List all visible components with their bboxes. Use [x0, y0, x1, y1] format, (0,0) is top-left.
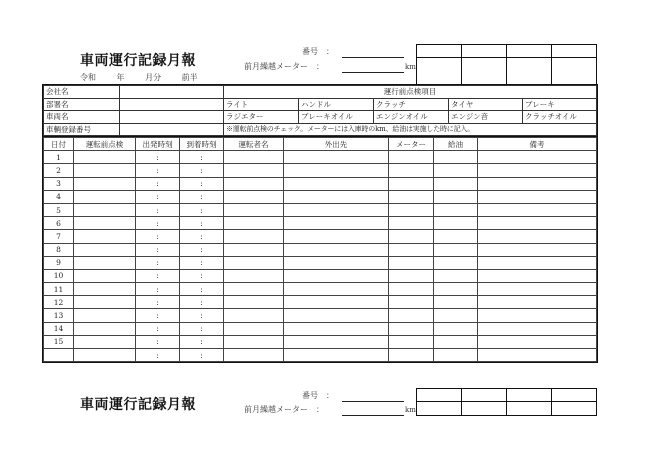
cell-remarks[interactable] — [478, 243, 597, 256]
cell-fuel[interactable] — [434, 309, 478, 322]
cell-remarks[interactable] — [478, 322, 597, 335]
cell-driver[interactable] — [224, 151, 284, 164]
cell-day: 15 — [44, 335, 74, 348]
cell-destination[interactable] — [284, 322, 389, 335]
cell-arrival[interactable]: : — [180, 256, 224, 269]
table-row — [44, 335, 597, 348]
cell-precheck[interactable] — [74, 269, 136, 282]
table-row — [44, 296, 597, 309]
cell-precheck[interactable] — [74, 203, 136, 216]
stamp-cell[interactable] — [417, 402, 462, 416]
stamp-cell[interactable] — [507, 389, 552, 402]
stamp-cell[interactable] — [417, 58, 462, 85]
form2-odometer-label: 前月繰越メーター ： — [244, 405, 324, 414]
cell-destination[interactable] — [284, 243, 389, 256]
cell-meter[interactable] — [389, 256, 434, 269]
cell-departure[interactable]: : — [136, 230, 180, 243]
registration-field[interactable] — [120, 123, 224, 136]
month-label: 月分 — [145, 73, 162, 82]
cell-destination[interactable] — [284, 309, 389, 322]
cell-destination[interactable] — [284, 190, 389, 203]
cell-precheck[interactable] — [74, 349, 136, 362]
form-title: 車両運行記録月報 — [80, 53, 196, 69]
cell-remarks[interactable] — [478, 269, 597, 282]
table-row — [44, 322, 597, 335]
cell-arrival[interactable]: : — [180, 217, 224, 230]
cell-departure[interactable]: : — [136, 283, 180, 296]
cell-meter[interactable] — [389, 151, 434, 164]
cell-day: 6 — [44, 217, 74, 230]
form2-unit-km: km — [405, 406, 416, 414]
cell-meter[interactable] — [389, 190, 434, 203]
cell-departure[interactable]: : — [136, 217, 180, 230]
col-header-arrival: 到着時刻 — [180, 138, 224, 151]
table-row — [44, 269, 597, 282]
number-underline — [342, 57, 404, 58]
cell-arrival[interactable]: : — [180, 309, 224, 322]
stamp-cell[interactable] — [507, 58, 552, 85]
cell-day — [44, 349, 74, 362]
cell-day: 10 — [44, 269, 74, 282]
cell-arrival[interactable]: : — [180, 230, 224, 243]
vehicle-field[interactable] — [120, 111, 224, 124]
cell-driver[interactable] — [224, 322, 284, 335]
stamp-cell[interactable] — [507, 402, 552, 416]
inspection-item: ブレーキ — [523, 98, 597, 111]
form2-number-label: 番号 ： — [302, 391, 334, 400]
inspection-item: タイヤ — [449, 98, 523, 111]
cell-arrival[interactable]: : — [180, 269, 224, 282]
cell-day: 3 — [44, 177, 74, 190]
cell-destination[interactable] — [284, 283, 389, 296]
table-row — [44, 217, 597, 230]
company-label: 会社名 — [44, 86, 120, 99]
cell-driver[interactable] — [224, 164, 284, 177]
cell-fuel[interactable] — [434, 256, 478, 269]
cell-precheck[interactable] — [74, 217, 136, 230]
inspection-item: ラジエター — [224, 111, 299, 124]
cell-departure[interactable]: : — [136, 309, 180, 322]
cell-fuel[interactable] — [434, 151, 478, 164]
cell-meter[interactable] — [389, 217, 434, 230]
cell-driver[interactable] — [224, 335, 284, 348]
cell-day: 9 — [44, 256, 74, 269]
cell-arrival[interactable]: : — [180, 296, 224, 309]
cell-day: 2 — [44, 164, 74, 177]
cell-remarks[interactable] — [478, 335, 597, 348]
cell-fuel[interactable] — [434, 230, 478, 243]
cell-remarks[interactable] — [478, 217, 597, 230]
cell-meter[interactable] — [389, 335, 434, 348]
cell-fuel[interactable] — [434, 283, 478, 296]
inspection-item: エンジンオイル — [374, 111, 449, 124]
cell-meter[interactable] — [389, 309, 434, 322]
cell-remarks[interactable] — [478, 203, 597, 216]
stamp-cell[interactable] — [417, 45, 462, 58]
cell-destination[interactable] — [284, 349, 389, 362]
vehicle-label: 車両名 — [44, 111, 120, 124]
cell-day: 8 — [44, 243, 74, 256]
table-row — [44, 230, 597, 243]
form2-title: 車両運行記録月報 — [80, 397, 196, 413]
cell-day: 13 — [44, 309, 74, 322]
cell-precheck[interactable] — [74, 283, 136, 296]
cell-destination[interactable] — [284, 164, 389, 177]
cell-departure[interactable]: : — [136, 322, 180, 335]
stamp-cell[interactable] — [552, 402, 597, 416]
cell-departure[interactable]: : — [136, 164, 180, 177]
cell-precheck[interactable] — [74, 296, 136, 309]
cell-departure[interactable]: : — [136, 335, 180, 348]
cell-destination[interactable] — [284, 335, 389, 348]
odometer-label: 前月繰越メーター ： — [244, 62, 324, 71]
cell-fuel[interactable] — [434, 203, 478, 216]
cell-remarks[interactable] — [478, 164, 597, 177]
cell-departure[interactable]: : — [136, 203, 180, 216]
inspection-item: ハンドル — [299, 98, 374, 111]
department-label: 部署名 — [44, 98, 120, 111]
table-row — [44, 151, 597, 164]
cell-arrival[interactable]: : — [180, 164, 224, 177]
cell-fuel[interactable] — [434, 296, 478, 309]
cell-remarks[interactable] — [478, 296, 597, 309]
inspection-note: ※運転前点検のチェック。メーターには入庫時のkm、給油は実施した時に記入。 — [224, 123, 597, 136]
col-header-driver: 運転者名 — [224, 138, 284, 151]
cell-driver[interactable] — [224, 283, 284, 296]
odometer-underline — [342, 72, 404, 73]
table-row — [44, 349, 597, 362]
col-header-date: 日付 — [44, 138, 74, 151]
cell-remarks[interactable] — [478, 190, 597, 203]
cell-precheck[interactable] — [74, 230, 136, 243]
cell-driver[interactable] — [224, 256, 284, 269]
cell-destination[interactable] — [284, 203, 389, 216]
cell-arrival[interactable]: : — [180, 190, 224, 203]
cell-driver[interactable] — [224, 190, 284, 203]
stamp-cell[interactable] — [462, 45, 507, 58]
cell-departure[interactable]: : — [136, 190, 180, 203]
cell-driver[interactable] — [224, 177, 284, 190]
col-header-departure: 出発時刻 — [136, 138, 180, 151]
table-row — [44, 177, 597, 190]
cell-arrival[interactable]: : — [180, 243, 224, 256]
stamp-cell[interactable] — [417, 389, 462, 402]
cell-departure[interactable]: : — [136, 256, 180, 269]
cell-remarks[interactable] — [478, 256, 597, 269]
cell-meter[interactable] — [389, 269, 434, 282]
cell-precheck[interactable] — [74, 243, 136, 256]
cell-precheck[interactable] — [74, 177, 136, 190]
cell-meter[interactable] — [389, 322, 434, 335]
stamp-cell[interactable] — [462, 402, 507, 416]
table-row — [44, 283, 597, 296]
table-row — [44, 190, 597, 203]
cell-meter[interactable] — [389, 243, 434, 256]
half-label: 前半 — [181, 73, 198, 82]
cell-day: 11 — [44, 283, 74, 296]
table-row — [44, 203, 597, 216]
cell-driver[interactable] — [224, 217, 284, 230]
inspection-title: 運行前点検項目 — [224, 86, 597, 99]
cell-driver[interactable] — [224, 203, 284, 216]
cell-fuel[interactable] — [434, 164, 478, 177]
log-header-row — [44, 138, 597, 151]
cell-fuel[interactable] — [434, 177, 478, 190]
cell-meter[interactable] — [389, 349, 434, 362]
cell-arrival[interactable]: : — [180, 322, 224, 335]
cell-destination[interactable] — [284, 269, 389, 282]
cell-destination[interactable] — [284, 151, 389, 164]
stamp-cell[interactable] — [462, 389, 507, 402]
cell-day: 7 — [44, 230, 74, 243]
unit-km: km — [405, 63, 416, 71]
cell-driver[interactable] — [224, 243, 284, 256]
cell-precheck[interactable] — [74, 322, 136, 335]
cell-remarks[interactable] — [478, 283, 597, 296]
cell-destination[interactable] — [284, 230, 389, 243]
col-header-meter: メーター — [389, 138, 434, 151]
stamp-cell[interactable] — [507, 45, 552, 58]
col-header-precheck: 運転前点検 — [74, 138, 136, 151]
cell-fuel[interactable] — [434, 217, 478, 230]
cell-driver[interactable] — [224, 309, 284, 322]
inspection-item: ライト — [224, 98, 299, 111]
log-table — [43, 137, 597, 362]
cell-fuel[interactable] — [434, 243, 478, 256]
number-label: 番号 ： — [302, 47, 334, 56]
cell-arrival[interactable]: : — [180, 177, 224, 190]
cell-fuel[interactable] — [434, 349, 478, 362]
cell-arrival[interactable]: : — [180, 151, 224, 164]
stamp-cell[interactable] — [462, 58, 507, 85]
cell-destination[interactable] — [284, 296, 389, 309]
cell-arrival[interactable]: : — [180, 335, 224, 348]
cell-meter[interactable] — [389, 203, 434, 216]
cell-remarks[interactable] — [478, 349, 597, 362]
inspection-item: ブレーキオイル — [299, 111, 374, 124]
stamp-cell[interactable] — [552, 389, 597, 402]
cell-remarks[interactable] — [478, 230, 597, 243]
approval-stamp-grid — [416, 44, 597, 85]
cell-precheck[interactable] — [74, 190, 136, 203]
form2-approval-stamp-grid — [416, 388, 597, 416]
cell-driver[interactable] — [224, 296, 284, 309]
cell-destination[interactable] — [284, 217, 389, 230]
cell-meter[interactable] — [389, 230, 434, 243]
cell-remarks[interactable] — [478, 151, 597, 164]
cell-day: 4 — [44, 190, 74, 203]
cell-destination[interactable] — [284, 177, 389, 190]
col-header-remarks: 備考 — [478, 138, 597, 151]
cell-fuel[interactable] — [434, 190, 478, 203]
col-header-destination: 外出先 — [284, 138, 389, 151]
cell-fuel[interactable] — [434, 335, 478, 348]
cell-departure[interactable]: : — [136, 243, 180, 256]
cell-arrival[interactable]: : — [180, 283, 224, 296]
registration-label: 車輌登録番号 — [44, 123, 120, 136]
stamp-cell[interactable] — [552, 45, 597, 58]
inspection-item: クラッチ — [374, 98, 449, 111]
cell-meter[interactable] — [389, 296, 434, 309]
cell-precheck[interactable] — [74, 256, 136, 269]
cell-arrival[interactable]: : — [180, 203, 224, 216]
cell-meter[interactable] — [389, 283, 434, 296]
cell-destination[interactable] — [284, 256, 389, 269]
cell-precheck[interactable] — [74, 335, 136, 348]
cell-precheck[interactable] — [74, 151, 136, 164]
col-header-fuel: 給油 — [434, 138, 478, 151]
company-field[interactable] — [120, 86, 224, 99]
cell-meter[interactable] — [389, 177, 434, 190]
cell-departure[interactable]: : — [136, 151, 180, 164]
stamp-cell[interactable] — [552, 58, 597, 85]
cell-fuel[interactable] — [434, 269, 478, 282]
info-table — [43, 85, 597, 136]
year-label: 年 — [116, 73, 125, 82]
cell-remarks[interactable] — [478, 177, 597, 190]
cell-day: 5 — [44, 203, 74, 216]
cell-fuel[interactable] — [434, 322, 478, 335]
cell-driver[interactable] — [224, 230, 284, 243]
cell-departure[interactable]: : — [136, 177, 180, 190]
cell-day: 1 — [44, 151, 74, 164]
period-line — [80, 72, 216, 83]
cell-driver[interactable] — [224, 349, 284, 362]
era-label: 令和 — [80, 73, 96, 82]
table-row — [44, 309, 597, 322]
table-row — [44, 256, 597, 269]
cell-driver[interactable] — [224, 269, 284, 282]
table-row — [44, 243, 597, 256]
cell-arrival[interactable]: : — [180, 349, 224, 362]
cell-departure[interactable]: : — [136, 269, 180, 282]
cell-day: 12 — [44, 296, 74, 309]
cell-meter[interactable] — [389, 164, 434, 177]
form2-number-underline — [342, 401, 404, 402]
inspection-item: エンジン音 — [449, 111, 523, 124]
cell-departure[interactable]: : — [136, 296, 180, 309]
table-row — [44, 164, 597, 177]
inspection-item: クラッチオイル — [523, 111, 597, 124]
cell-day: 14 — [44, 322, 74, 335]
cell-precheck[interactable] — [74, 164, 136, 177]
form2-odometer-underline — [342, 415, 404, 416]
department-field[interactable] — [120, 98, 224, 111]
cell-departure[interactable]: : — [136, 349, 180, 362]
cell-precheck[interactable] — [74, 309, 136, 322]
cell-remarks[interactable] — [478, 309, 597, 322]
